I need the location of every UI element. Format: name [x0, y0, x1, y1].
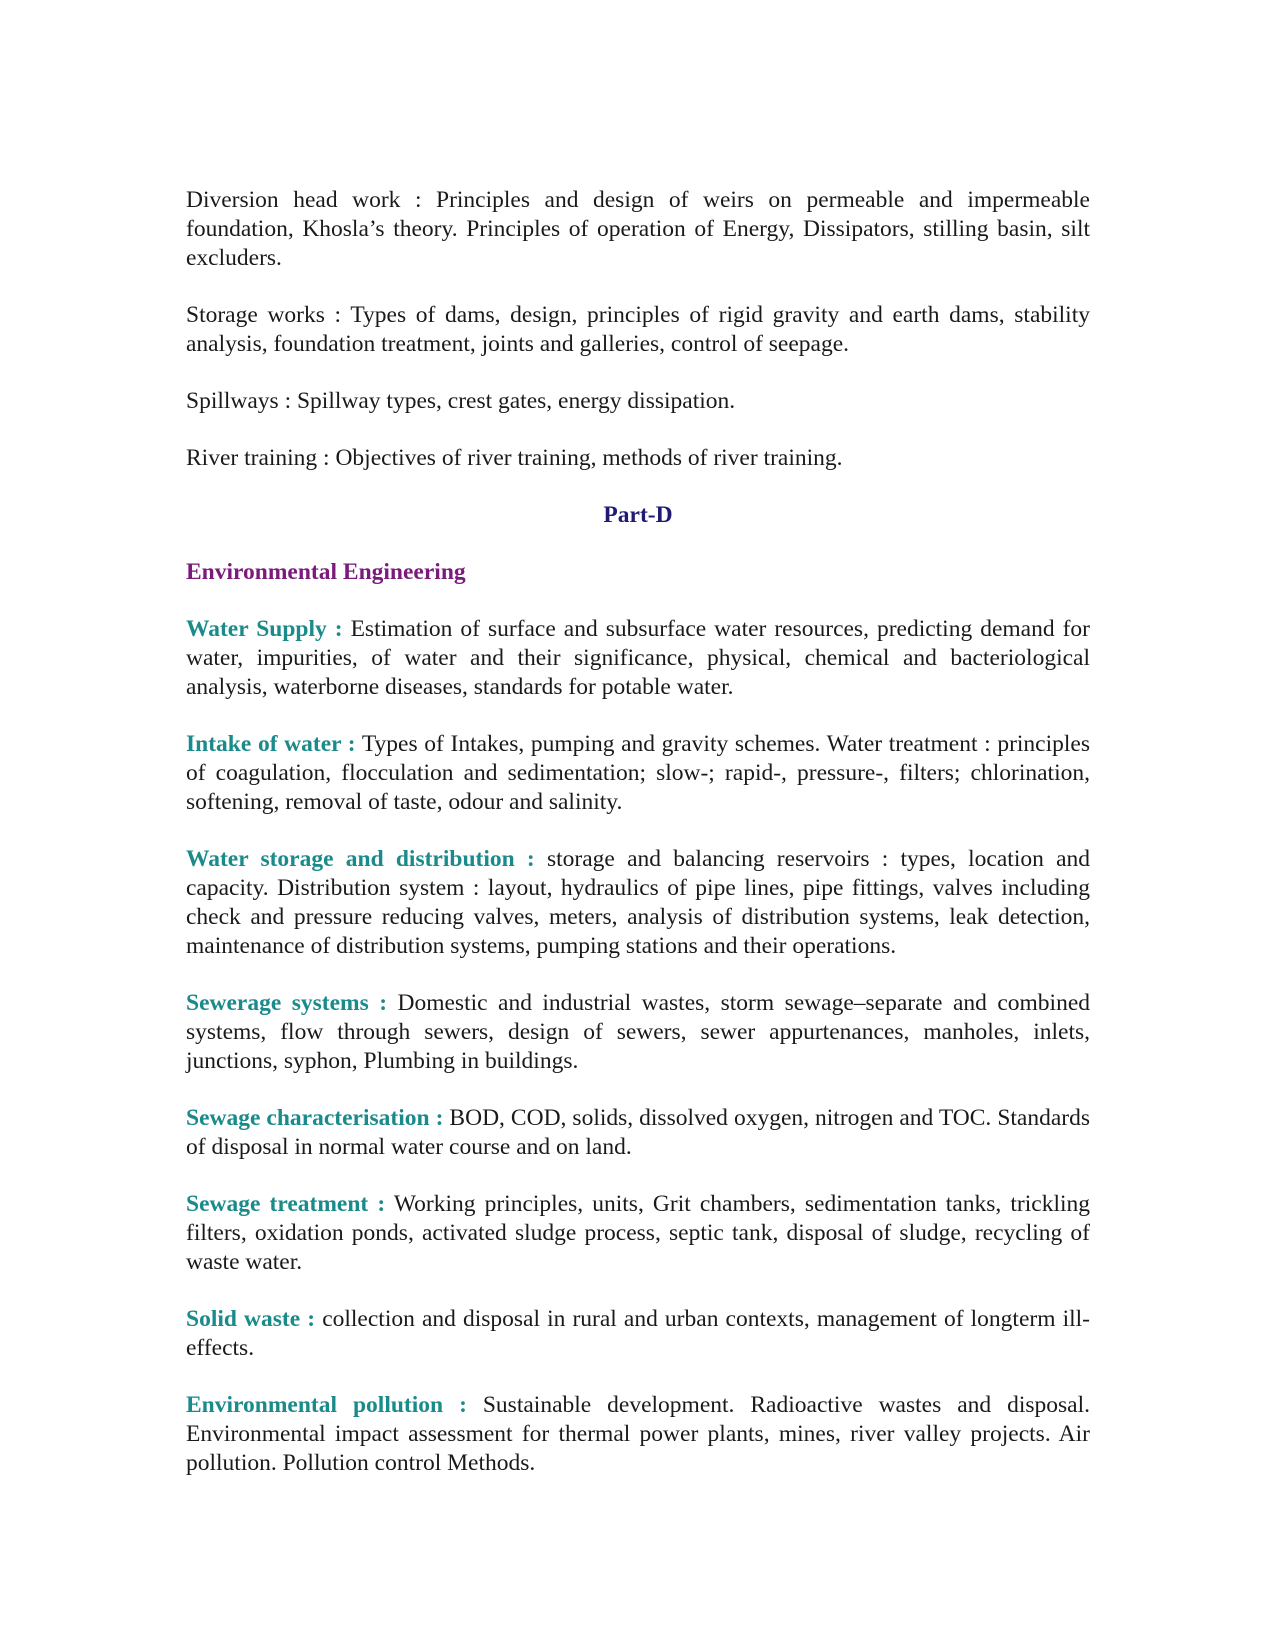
document-page [186, 186, 1090, 1506]
term-text: Sustainable development. Radioactive wastes and disposal. Environmental impact assessment for thermal power plants, mines, river valley projects. Air pollution. Pollution control Methods. [186, 1392, 1090, 1476]
paragraph-sewage-treatment [186, 1190, 1090, 1277]
paragraph-diversion-head-work: Diversion head work : Principles and design of weirs on permeable and impermeable foundation, Khosla’s theory. Principles of operation of Energy, Dissipators, stilling basin, silt excluders. [186, 187, 1090, 271]
term-label: Sewage treatment : [186, 1191, 386, 1217]
section-heading: Environmental Engineering [186, 559, 466, 585]
paragraph-storage-works: Storage works : Types of dams, design, principles of rigid gravity and earth dams, stability analysis, foundation treatment, joints and galleries, control of seepage. [186, 302, 1090, 357]
term-label: Solid waste : [186, 1306, 316, 1332]
term-label: Sewerage systems : [186, 990, 388, 1016]
paragraph-solid-waste [186, 1305, 1090, 1363]
paragraph-environmental-pollution [186, 1391, 1090, 1478]
term-text: Working principles, units, Grit chambers, sedimentation tanks, trickling filters, oxidation ponds, activated sludge process, septic tank, disposal of sludge, recycling of waste water. [186, 1191, 1091, 1275]
term-text: Types of Intakes, pumping and gravity schemes. Water treatment : principles of coagulation, flocculation and sedimentation; slow-; rapid-, pressure-, filters; chlorination, softening, removal of taste, odour and salinity. [186, 731, 1090, 815]
paragraph-water-storage-distribution [186, 845, 1090, 961]
term-text: BOD, COD, solids, dissolved oxygen, nitrogen and TOC. Standards of disposal in normal water course and on land. [186, 1105, 1090, 1160]
term-label: Intake of water : [186, 731, 356, 757]
term-text: Estimation of surface and subsurface water resources, predicting demand for water, impurities, of water and their significance, physical, chemical and bacteriological analysis, waterborne diseases, standards for potable water. [186, 616, 1090, 700]
paragraph-water-supply [186, 615, 1090, 702]
term-text: Domestic and industrial wastes, storm sewage–separate and combined systems, flow through sewers, design of sewers, sewer appurtenances, manholes, inlets, junctions, syphon, Plumbing in buildings. [186, 990, 1091, 1074]
paragraph-spillways: Spillways : Spillway types, crest gates, energy dissipation. [186, 388, 736, 414]
paragraph-sewage-characterisation [186, 1104, 1090, 1162]
term-text: collection and disposal in rural and urban contexts, management of longterm ill-effects. [186, 1306, 1090, 1361]
term-label: Water storage and distribution : [186, 846, 535, 872]
term-label: Sewage characterisation : [186, 1105, 444, 1131]
term-text: storage and balancing reservoirs : types, location and capacity. Distribution system : layout, hydraulics of pipe lines, pipe fittings, valves including check and pressure reducing valves, meters, analysis of distribution systems, leak detection, maintenance of distribution systems, pumping stations and their operations. [186, 846, 1091, 959]
paragraph-sewerage-systems [186, 989, 1090, 1076]
paragraph-intake-of-water [186, 730, 1090, 817]
part-heading: Part-D [603, 502, 673, 528]
term-label: Water Supply : [186, 616, 343, 642]
paragraph-river-training: River training : Objectives of river training, methods of river training. [186, 445, 843, 471]
term-label: Environmental pollution : [186, 1392, 467, 1418]
